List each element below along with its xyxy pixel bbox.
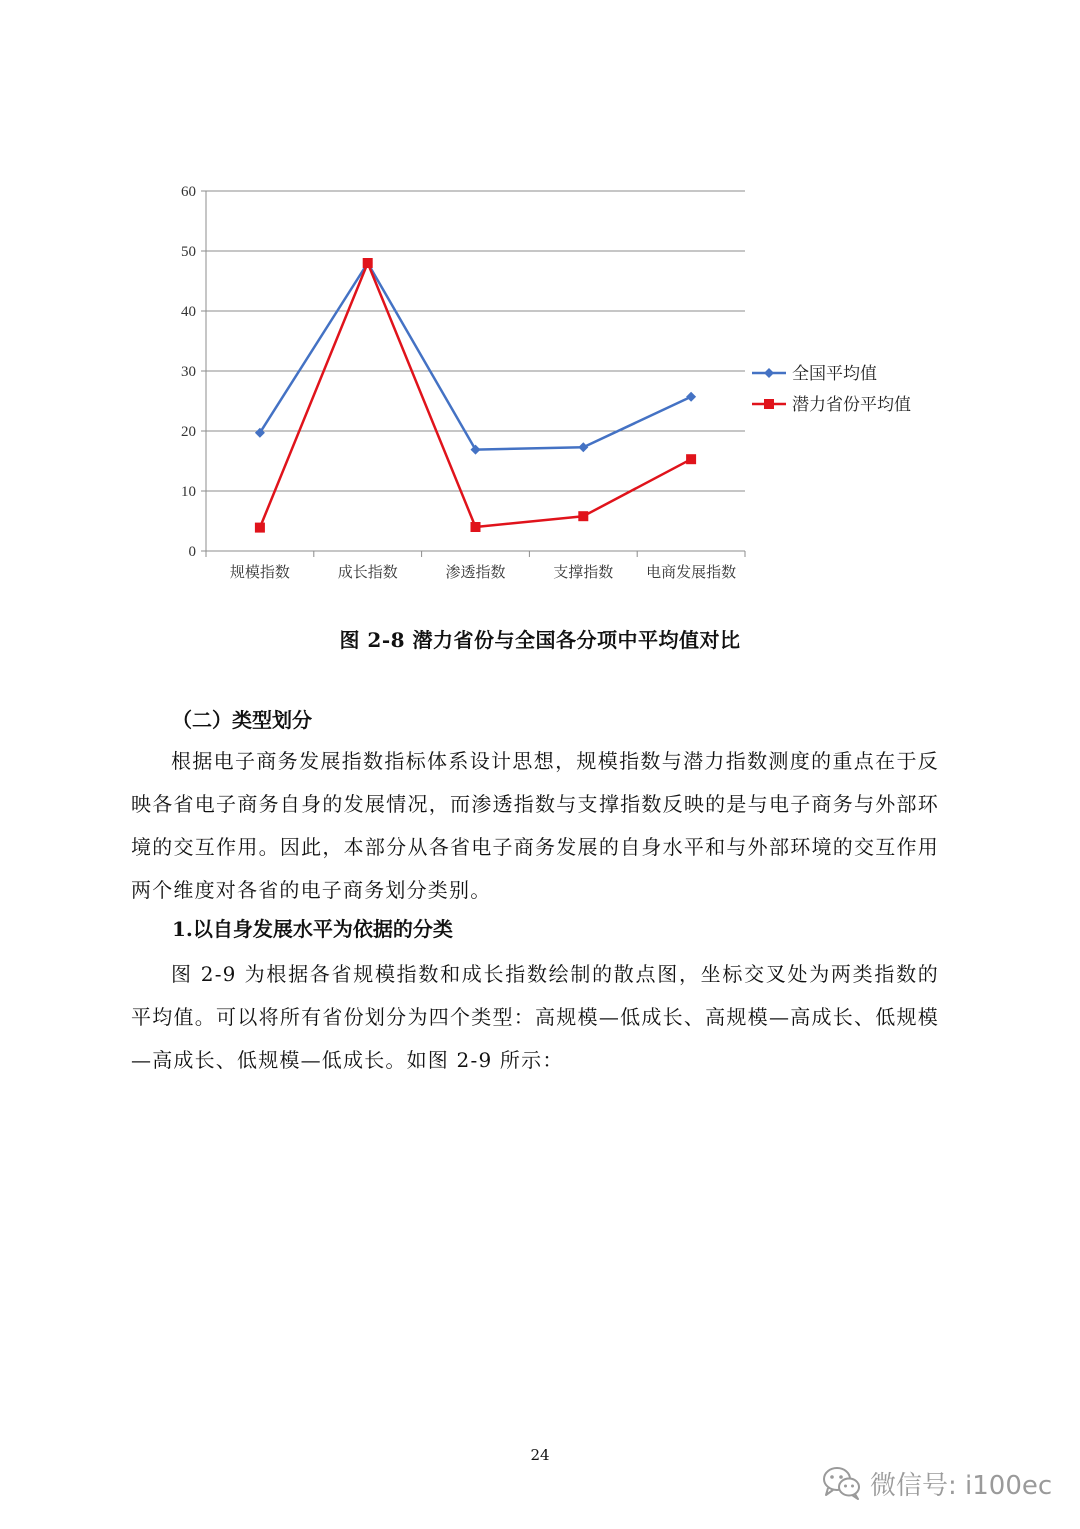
body-paragraph: 图 2-9 为根据各省规模指数和成长指数绘制的散点图，坐标交叉处为两类指数的平均值。可以将所有省份划分为四个类型：高规模—低成长、高规模—高成长、低规模—高成长、低规模—低成长。如图 2-9 所示：	[131, 962, 939, 1072]
legend-label: 全国平均值	[792, 364, 877, 384]
y-tick-label: 50	[181, 244, 196, 260]
body-paragraph: 根据电子商务发展指数指标体系设计思想，规模指数与潜力指数测度的重点在于反映各省电子商务自身的发展情况，而渗透指数与支撑指数反映的是与电子商务与外部环境的交互作用。因此，本部分从各省电子商务发展的自身水平和与外部环境的交互作用两个维度对各省的电子商务划分类别。	[131, 749, 939, 902]
legend-marker	[764, 399, 774, 409]
legend-label: 潜力省份平均值	[792, 395, 911, 415]
wechat-icon	[822, 1466, 862, 1500]
data-point	[686, 392, 696, 402]
line-chart	[150, 170, 950, 590]
section-heading: （二）类型划分	[172, 708, 312, 732]
x-tick-label: 渗透指数	[445, 563, 506, 581]
data-point	[578, 511, 588, 521]
series-line	[260, 263, 691, 528]
y-tick-label: 10	[181, 484, 196, 500]
watermark	[822, 1458, 1052, 1508]
data-point	[686, 454, 696, 464]
y-tick-label: 30	[181, 364, 196, 380]
x-tick-label: 成长指数	[337, 563, 398, 581]
watermark-text: 微信号: i100ec	[870, 1470, 1053, 1501]
data-point	[578, 442, 588, 452]
x-tick-label: 支撑指数	[553, 563, 614, 581]
page-number: 24	[530, 1446, 550, 1464]
data-point	[255, 523, 265, 533]
y-tick-label: 40	[181, 304, 196, 320]
y-tick-label: 60	[181, 184, 196, 200]
series-line	[260, 263, 691, 450]
data-point	[471, 522, 481, 532]
figure-caption: 图 2-8 潜力省份与全国各分项中平均值对比	[339, 628, 741, 652]
data-point	[363, 258, 373, 268]
data-point	[471, 445, 481, 455]
legend-marker	[764, 368, 774, 378]
x-tick-label: 电商发展指数	[646, 563, 737, 581]
sub-heading: 1.以自身发展水平为依据的分类	[172, 917, 453, 941]
y-tick-label: 20	[181, 424, 196, 440]
y-tick-label: 0	[188, 544, 196, 560]
chart-svg	[150, 170, 950, 590]
x-tick-label: 规模指数	[229, 563, 290, 581]
